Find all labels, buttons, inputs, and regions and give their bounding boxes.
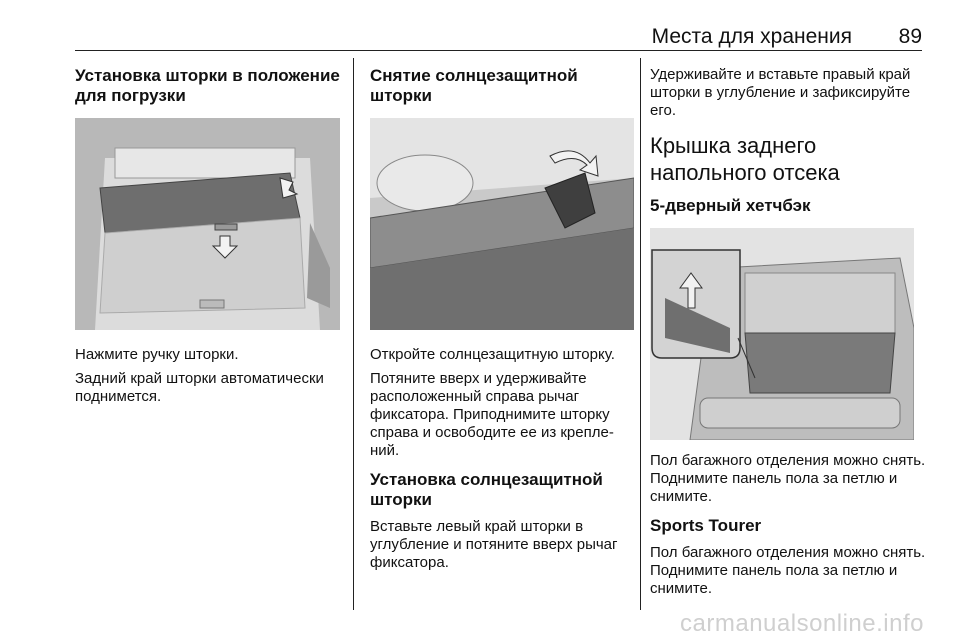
paragraph: Удерживайте и вставьте правый край шторки в углубление и зафиксируйте его. [650, 66, 911, 119]
column-divider [353, 58, 354, 610]
paragraph: Потяните вверх и удерживайте расположенный справа рычаг фиксатора. Приподнимите шторку справа и освободите ее из креплений. [370, 370, 614, 459]
column-2 [370, 66, 634, 572]
paragraph: Вставьте левый край шторки в углубление и потяните вверх рычаг фиксатора. [370, 518, 618, 571]
watermark: carmanualsonline.info [680, 610, 924, 637]
column-3 [650, 66, 928, 598]
section-heading: Установка шторки в положение для погрузки [75, 66, 340, 105]
subheading: Sports Tourer [650, 516, 762, 535]
paragraph: Задний край шторки автоматически поднимется. [75, 370, 324, 405]
column-divider [640, 58, 641, 610]
section-heading: Установка солнцезащитной шторки [370, 470, 603, 509]
paragraph: Нажмите ручку шторки. [75, 346, 239, 363]
paragraph: Откройте солнцезащитную шторку. [370, 346, 615, 363]
section-title: Места для хранения [651, 25, 852, 48]
hatchback-floor-cover-photo [650, 228, 914, 440]
trunk-shade-lowering-photo [75, 118, 340, 330]
paragraph: Пол багажного отделения можно снять. Поднимите панель пола за петлю и снимите. [650, 452, 926, 505]
paragraph: Пол багажного отделения можно снять. Поднимите панель пола за петлю и снимите. [650, 544, 926, 597]
page-header [75, 20, 922, 51]
page-number: 89 [898, 25, 922, 48]
column-1 [75, 66, 340, 406]
section-heading: Крышка заднего напольного отсека [650, 133, 840, 185]
subheading: 5-дверный хетчбэк [650, 196, 811, 215]
section-heading: Снятие солнцезащитной шторки [370, 66, 578, 105]
sunshade-removal-photo [370, 118, 634, 330]
